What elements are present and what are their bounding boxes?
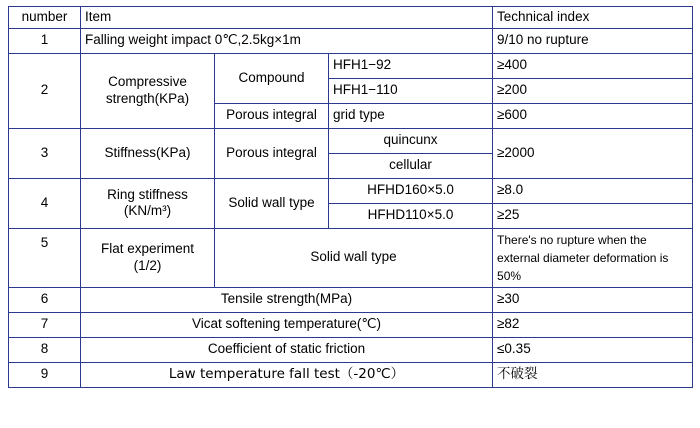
row-number: 4 [9,178,81,228]
row-number: 3 [9,128,81,178]
row-tech: ≥400 [493,53,693,78]
row-subentry-label: HFHD110×5.0 [329,203,493,228]
row-number: 8 [9,337,81,362]
table-row [9,362,693,387]
table-row [9,312,693,337]
row-item-main-line2: (1/2) [133,257,162,273]
row-number: 6 [9,287,81,312]
row-tech-line2: external diameter deformation is 50% [497,250,669,283]
row-tech: ≥600 [493,103,693,128]
row-number: 7 [9,312,81,337]
row-subentry-label: HFHD160×5.0 [329,178,493,203]
row-item: Tensile strength(MPa) [81,287,493,312]
row-tech: ≥2000 [493,128,693,178]
header-item: Item [81,7,493,29]
table-row [9,287,693,312]
row-number: 2 [9,53,81,128]
row-number: 5 [9,228,81,287]
row-tech: 9/10 no rupture [493,28,693,53]
row-item-main [81,178,215,228]
row-subentry-label: grid type [329,103,493,128]
row-tech: ≤0.35 [493,337,693,362]
row-subgroup-label: Solid wall type [215,228,493,287]
table-header-row [9,7,693,29]
row-tech: ≥8.0 [493,178,693,203]
row-item-main: Compressive strength(KPa) [81,53,215,128]
row-item: Falling weight impact 0℃,2.5kg×1m [81,28,493,53]
row-subgroup-label: Solid wall type [215,178,329,228]
row-item-main-line2: (KN/m³) [123,203,172,219]
row-tech: ≥25 [493,203,693,228]
table-row [9,228,693,287]
row-item-main: Stiffness(KPa) [81,128,215,178]
row-tech: ≥30 [493,287,693,312]
row-item-main-line1: Flat experiment [100,241,195,256]
row-subgroup-label: Porous integral [215,128,329,178]
row-item-main-line1: Ring stiffness [107,186,188,202]
row-tech: ≥200 [493,78,693,103]
row-subentry-label: quincunx [329,128,493,153]
row-subentry-label: HFH1−110 [329,78,493,103]
table-row [9,337,693,362]
technical-index-table [8,6,693,388]
table-row [9,128,693,153]
row-tech [493,228,693,287]
row-item: Coefficient of static friction [81,337,493,362]
row-tech: 不破裂 [493,362,693,387]
row-subentry-label: cellular [329,153,493,178]
table-row [9,53,693,78]
row-item-main [81,228,215,287]
row-tech: ≥82 [493,312,693,337]
row-number: 9 [9,362,81,387]
row-item: Law temperature fall test（-20℃） [81,362,493,387]
row-item: Vicat softening temperature(℃) [81,312,493,337]
row-number: 1 [9,28,81,53]
header-number: number [9,7,81,29]
table-row [9,178,693,203]
row-subentry-label: HFH1−92 [329,53,493,78]
row-tech-line1: There's no rupture when the [497,232,647,247]
row-subgroup-label: Compound [215,53,329,103]
row-subgroup-label: Porous integral [215,103,329,128]
header-technical-index: Technical index [493,7,693,29]
table-row [9,28,693,53]
